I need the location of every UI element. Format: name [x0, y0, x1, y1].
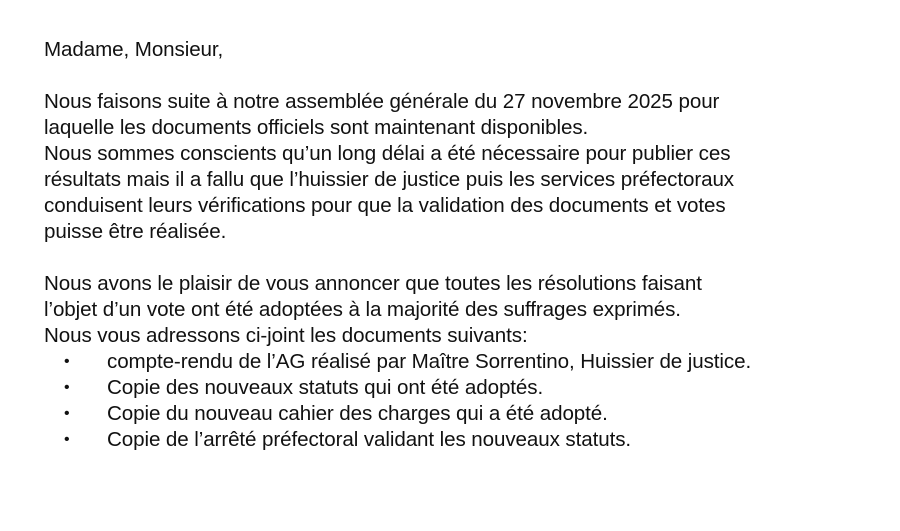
- document-item-text: Copie de l’arrêté préfectoral validant les nouveaux statuts.: [107, 428, 632, 451]
- paragraph-1: [44, 89, 894, 245]
- paragraph-line: Nous vous adressons ci-joint les documents suivants:: [44, 324, 528, 347]
- paragraph-line: laquelle les documents officiels sont maintenant disponibles.: [44, 116, 589, 139]
- paragraph-line: conduisent leurs vérifications pour que la validation des documents et votes: [44, 194, 726, 217]
- list-item: [44, 349, 894, 375]
- document-item-text: compte-rendu de l’AG réalisé par Maître Sorrentino, Huissier de justice.: [107, 350, 752, 373]
- document-item-text: Copie des nouveaux statuts qui ont été adoptés.: [107, 376, 544, 399]
- letter-body: [44, 37, 894, 453]
- paragraph-gap: [44, 63, 894, 89]
- bullet-icon: •: [64, 353, 70, 370]
- list-item: [44, 401, 894, 427]
- bullet-icon: •: [64, 431, 70, 448]
- list-item: [44, 427, 894, 453]
- paragraph-gap: [44, 245, 894, 271]
- paragraph-line: Nous avons le plaisir de vous annoncer que toutes les résolutions faisant: [44, 272, 702, 295]
- paragraph-line: puisse être réalisée.: [44, 220, 227, 243]
- document-item-text: Copie du nouveau cahier des charges qui a été adopté.: [107, 402, 608, 425]
- paragraph-line: résultats mais il a fallu que l’huissier de justice puis les services préfectoraux: [44, 168, 735, 191]
- documents-list: [44, 349, 894, 453]
- paragraph-line: Nous sommes conscients qu’un long délai a été nécessaire pour publier ces: [44, 142, 731, 165]
- paragraph-line: Nous faisons suite à notre assemblée générale du 27 novembre 2025 pour: [44, 90, 720, 113]
- list-item: [44, 375, 894, 401]
- paragraph-2: [44, 271, 894, 349]
- bullet-icon: •: [64, 405, 70, 422]
- salutation: Madame, Monsieur,: [44, 38, 224, 61]
- bullet-icon: •: [64, 379, 70, 396]
- paragraph-line: l’objet d’un vote ont été adoptées à la majorité des suffrages exprimés.: [44, 298, 681, 321]
